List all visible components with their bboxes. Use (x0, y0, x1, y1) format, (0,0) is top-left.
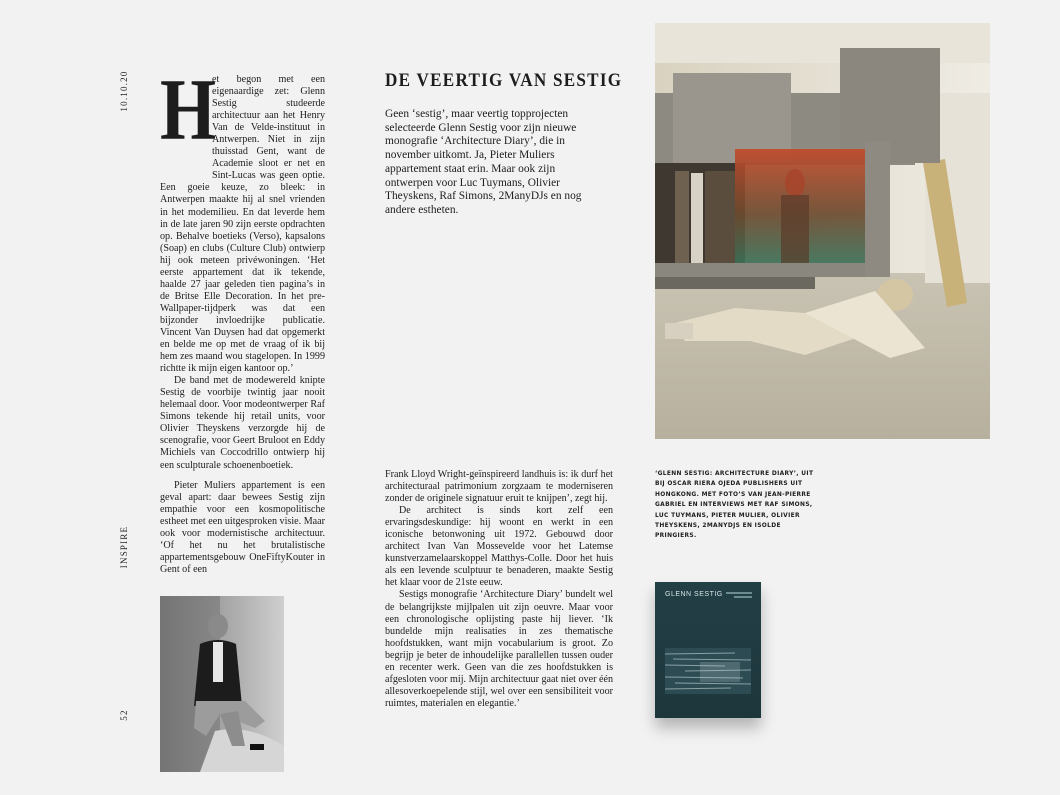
article-column-2 (385, 469, 613, 710)
interior-photo (655, 23, 990, 439)
section-label: INSPIRE (119, 525, 129, 569)
paragraph-5: De architect is sinds kort zelf een ervaringsdeskundige: hij woont en werkt in een iconische betonwoning uit 1972. Gebouwd door architect Ivan Van Mossevelde voor het Latemse kunstverzamelaarskoppel Matthys-Colle. Door het huis als een levende sculptuur te benaderen, maakte Sestig het klaar voor de 21ste eeuw. (385, 505, 613, 589)
headline: DE VEERTIG VAN SESTIG (385, 70, 623, 91)
book-cover-subtitle-mark-2 (734, 596, 752, 598)
drop-cap: H (160, 62, 217, 159)
portrait-photo (160, 596, 284, 772)
intro-text: Geen ‘sestig’, maar veertig topprojecten selecteerde Glenn Sestig voor zijn nieuwe monografie ‘Architecture Diary’, die in november uitkomt. Ja, Pieter Muliers appartement staat erin. Maar ook zijn ontwerpen voor Luc Tuymans, Olivier Theyskens, Raf Simons, 2ManyDJs en nog andere estheten. (385, 108, 582, 216)
book-cover-artwork (665, 648, 751, 694)
issue-date: 10.10.20 (119, 70, 129, 112)
page-number: 52 (119, 709, 129, 721)
paragraph-4: Frank Lloyd Wright-geïnspireerd landhuis is: ik durf het architecturaal patrimonium zorgzaam te moderniseren zonder de originele signatuur eruit te knijpen’, zegt hij. (385, 469, 613, 505)
book-cover-subtitle-mark (726, 592, 752, 594)
paragraph-1: H et begon met een eigenaardige zet: Glenn Sestig studeerde architectuur aan het Henry Van de Velde-instituut in Antwerpen. Niet in zijn thuisstad Gent, want de Academie sloot er net en Sint-Lucas was geen optie. Een goeie keuze, zo bleek: in Antwerpen maakte hij al snel vrienden in het modemilieu. En dat leverde hem in de late jaren 90 zijn eerste opdrachten op. Behalve boetieks (Verso), kapsalons (Soap) en clubs (Culture Club) ontwierp hij ook meteen privéwoningen. ‘Het eerste appartement dat ik tekende, haalde 27 jaar geleden tien pagina’s in de Britse Elle Decoration. In het pre-Wallpaper-tijdperk was dat een bijzonder invloedrijke publicatie. Vincent Van Duysen had dat opgemerkt en belde me op met de vraag of ik bij hem zes maand wou stagelopen. In 1999 richtte ik mijn eigen kantoor op.’ (160, 62, 325, 375)
book-cover (655, 582, 761, 718)
paragraph-3: Pieter Muliers appartement is een geval apart: daar bewees Sestig zijn empathie voor een kosmopolitische estheet met een uitgesproken visie. Maar ook voor modernistische architectuur. ‘Of het nu het brutalistische appartementsgebouw OneFiftyKouter in Gent of een (160, 479, 325, 575)
paragraph-2: De band met de modewereld knipte Sestig de voorbije twintig jaar nooit helemaal door. Voor modeontwerper Raf Simons tekende hij retail units, voor Olivier Theyskens verzorgde hij de scenografie, voor Geert Bruloot en Eddy Michiels van Coccodrillo ontwierp hij een sculpturale schoenenboetiek. (160, 375, 325, 471)
book-cover-title: GLENN SESTIG (665, 591, 723, 598)
paragraph-6: Sestigs monografie ‘Architecture Diary’ bundelt wel de belangrijkste mijlpalen uit zijn oeuvre. Maar voor een chronologische oplijsting paste hij liever. ‘Ik bundelde mijn realisaties in zes thematische hoofdstukken, want mijn vocabularium is groot. Zo begrijp je beter de inhoudelijke parallellen tussen ouder en recenter werk. Geen van die zes hoofdstukken is afgesloten voor mij. Mijn architectuur gaat niet over één allesoverkoepelende stijl, wel over een sensibiliteit voor ruimtes, materialen en elegantie.’ (385, 589, 613, 709)
book-caption: ‘GLENN SESTIG: ARCHITECTURE DIARY’, UIT BIJ OSCAR RIERA OJEDA PUBLISHERS UIT HONGKONG. MET FOTO’S VAN JEAN-PIERRE GABRIEL EN INTERVIEWS MET RAF SIMONS, LUC TUYMANS, PIETER MULIER, OLIVIER THEYSKENS, 2MANYDJS EN ISOLDE PRINGIERS. (655, 471, 814, 540)
article-column-1 (160, 62, 325, 576)
